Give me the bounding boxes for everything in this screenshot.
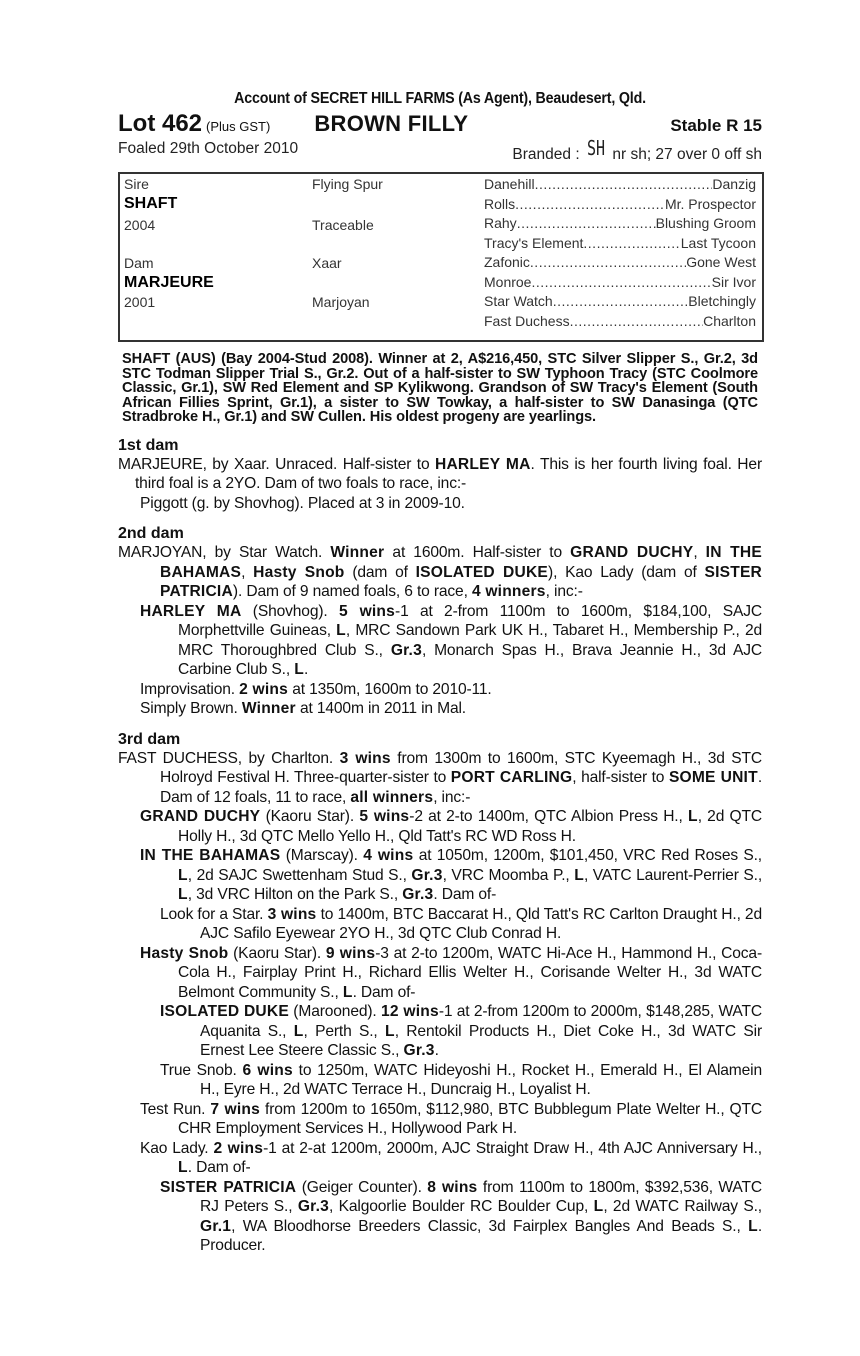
text: -1 at 2-from 1200m to 2000m, $148,285, WATC Aquanita S., [200,1003,763,1040]
dam-sire: Xaar [312,255,342,271]
ancestor-sire: Gone West [686,254,756,270]
ancestor-row [484,235,756,251]
ancestor-row [484,313,756,329]
bold-text: IN THE BAHAMAS [160,544,762,581]
bold-text: 7 wins [210,1100,261,1118]
bold-text: SISTER PATRICIA [160,1178,297,1196]
section-heading: 3rd dam [118,730,181,748]
text: (Kaoru Star). [228,944,326,962]
text: ). Dam of 9 named foals, 6 to race, [232,583,472,600]
ancestor-name: Rolls [484,195,516,212]
dam-section [118,437,762,514]
text: Test Run. [140,1100,211,1118]
sire-name: SHAFT [124,195,178,212]
ancestor-name: Rahy [484,215,517,231]
text: (Marscay). [280,847,364,864]
leader-dots [553,293,689,309]
text: , inc:- [545,583,583,600]
bold-text: Gr.3 [403,1042,435,1059]
text: . This is her fourth living foal. Her third foal is a 2YO. Dam of two foals to race, inc:- [135,455,762,492]
bold-text: 12 wins [380,1003,439,1020]
text: , inc:- [433,788,471,806]
bold-text: L [293,1022,304,1040]
leader-dots [515,196,665,212]
text: , WA Bloodhorse Breeders Classic, 3d Fairplex Bangles And Beads S., [231,1217,749,1235]
text: , Kalgoorlie Boulder RC Boulder Cup, [329,1198,594,1215]
sire-sire: Flying Spur [312,176,383,192]
text: (dam of [344,563,416,581]
produce-entry [118,1100,762,1139]
text: , Monarch Spas H., Brava Jeannie H., 3d AJC Carbine Club S., [178,641,762,678]
produce-entry [118,494,762,514]
produce-entry [118,699,762,719]
text: (Kaoru Star). [260,808,360,825]
bold-text: GRAND DUCHY [140,808,261,825]
text: Kao Lady. [140,1139,214,1157]
dam-dam: Marjoyan [312,294,370,310]
leader-dots [583,235,680,251]
ancestor-row [484,176,756,192]
bold-text: IN THE BAHAMAS [140,847,281,864]
text: at 1400m in 2011 in Mal. [295,700,466,717]
text: -1 at 2-at 1200m, 2000m, AJC Straight Draw H., 4th AJC Anniversary H., [263,1139,762,1157]
bold-text: 8 wins [427,1178,478,1196]
text: , MRC Sandown Park UK H., Tabaret H., Membership P., 2d MRC Thoroughbred Club S., [178,622,763,659]
dam-name: MARJEURE [124,274,214,291]
text: FAST DUCHESS, by Charlton. [118,749,340,767]
ancestor-row [484,254,756,270]
bold-text: Gr.3 [411,866,443,884]
text: Simply Brown. [140,700,242,717]
produce-entry [118,1061,762,1100]
produce-entry [118,807,762,846]
ancestor-name: Tracy's Element [484,234,584,251]
plus-gst: (Plus GST) [206,119,271,134]
bold-text: L [178,1159,188,1176]
produce-entry [118,944,762,1003]
ancestor-name: Danehill [484,176,535,192]
branded-label: Branded : [512,146,580,163]
text: from 1300m to 1600m, STC Kyeemagh H., 3d STC Holroyd Festival H. Three-quarter-sister to [160,749,762,786]
horse-title: BROWN FILLY [314,111,469,136]
text: , half-sister to [572,769,669,786]
sire-dam: Traceable [312,217,374,233]
produce-entry [118,680,762,700]
bold-text: 4 wins [363,847,414,864]
text: at 1350m, 1600m to 2010-11. [288,680,492,698]
bold-text: Gr.1 [200,1217,232,1235]
bold-text: Gr.3 [297,1198,329,1215]
bold-text: 6 wins [242,1061,293,1079]
leader-dots [531,274,711,290]
pedigree-table [118,172,764,342]
text: , 2d SAJC Swettenham Stud S., [187,866,412,884]
bold-text: SOME UNIT [668,769,758,786]
text: . [303,661,309,678]
brand-detail: nr sh; 27 over 0 off sh [612,146,762,163]
text: Piggott (g. by Shovhog). Placed at 3 in 2009-10. [140,494,465,512]
bold-text: all winners [350,788,434,806]
ancestor-sire: Charlton [703,312,756,329]
section-heading: 1st dam [118,436,179,454]
dam-section [118,731,762,1256]
text: , 2d WATC Railway S., [603,1198,762,1215]
bold-text: 3 wins [267,905,317,923]
leader-dots [517,215,656,231]
bold-text: L [294,661,304,678]
sire-label: Sire [124,176,149,192]
ancestor-name: Star Watch [484,293,553,309]
bold-text: 5 wins [338,602,396,620]
stable-location: Stable R 15 [670,116,762,135]
bold-text: Winner [241,700,296,717]
bold-text: 5 wins [359,808,410,825]
dam-label: Dam [124,255,154,271]
bold-text: L [385,1022,395,1040]
text: (Marooned). [288,1003,381,1020]
text: , 2d QTC Holly H., 3d QTC Mello Yello H., Qld Tatt's RC WD Ross H. [178,808,762,845]
text: from 1200m to 1650m, $112,980, BTC Bubblegum Plate Welter H., QTC CHR Employment Services H., Hollywood Park H. [178,1100,763,1137]
text: at 1050m, 1200m, $101,450, VRC Red Roses S., [413,847,762,864]
leader-dots [535,176,713,192]
text: True Snob. [160,1061,243,1079]
bold-text: ISOLATED DUKE [160,1003,289,1020]
dam-year: 2001 [124,294,156,310]
text: . Dam of- [187,1159,251,1176]
ancestor-row [484,196,756,212]
ancestor-sire: Sir Ivor [711,273,756,290]
bold-text: PORT CARLING [450,769,573,786]
bold-text: L [687,808,698,825]
text: , VATC Laurent-Perrier S., [583,866,763,884]
produce-entry [118,905,762,944]
bold-text: Gr.3 [402,886,434,903]
ancestor-name: Fast Duchess [484,312,570,329]
bold-text: HARLEY MA [140,602,242,620]
ancestor-name: Monroe [484,273,532,290]
produce-entry [118,455,762,494]
ancestor-sire: Mr. Prospector [664,195,756,212]
text: -1 at 2-from 1100m to 1600m, $184,100, SAJC Morphettville Guineas, [178,602,762,639]
ancestor-name: Zafonic [484,254,530,270]
bold-text: 2 wins [239,680,289,698]
produce-entry [118,543,762,602]
text: , Perth S., [303,1022,385,1040]
text: to 1250m, WATC Hideyoshi H., Rocket H., Emerald H., El Alamein H., Eyre H., 2d WATC Terrace H., Duncraig H., Loyalist H. [200,1061,762,1098]
text: , VRC Moomba P., [442,866,575,884]
bold-text: L [178,886,188,903]
text: from 1100m to 1800m, $392,536, WATC RJ Peters S., [200,1178,762,1215]
bold-text: 2 wins [213,1139,264,1157]
brand-mark: SH [586,136,606,160]
text: ), Kao Lady (dam of [548,563,705,581]
text: . Dam of- [352,983,416,1001]
text: -3 at 2-to 1200m, WATC Hi-Ace H., Hammond H., Coca-Cola H., Fairplay Print H., Richard Ellis Welter H., Corisande Welter H., 3d WATC Belmont Community S., [178,944,762,1001]
ancestor-sire: Bletchingly [688,293,756,309]
text: , [241,563,254,581]
produce-entry [118,749,762,808]
produce-entry [118,1178,762,1256]
text: . [434,1042,439,1059]
bold-text: L [748,1217,758,1235]
bold-text: HARLEY MA [435,455,531,473]
text: MARJOYAN, by Star Watch. [118,544,331,561]
lot-number: Lot 462 [118,110,203,137]
text: Look for a Star. [160,905,268,923]
ancestor-sire: Last Tycoon [680,234,756,251]
sire-summary: SHAFT (AUS) (Bay 2004-Stud 2008). Winner at 2, A$216,450, STC Silver Slipper S., Gr.2, 3d STC Todman Slipper Trial S., Gr.2. Out of a half-sister to SW Typhoon Tracy (STC Coolmore Classic, Gr.1), SW Red Element and SP Kylikwong. Grandson of SW Tracy's Element (South African Fillies Sprint, Gr.1), a sister to SW Towkay, a half-sister to SW Danasinga (QTC Stradbroke H., Gr.1) and SW Cullen. His oldest progeny are yearlings. [122,351,758,425]
produce-entry [118,602,762,680]
ancestor-row [484,215,756,231]
text: . Dam of- [433,886,497,903]
catalogue-page [118,90,762,1256]
bold-text: 3 wins [339,749,391,767]
ancestor-sire: Danzig [712,176,756,192]
bold-text: Gr.3 [390,641,422,659]
vendor-account: Account of SECRET HILL FARMS (As Agent), Beaudesert, Qld. [234,90,646,107]
text: . Dam of 12 foals, 11 to race, [160,769,762,806]
dam-section [118,525,762,719]
foaled-row [118,136,762,164]
branded-info [512,136,762,164]
dam-line [118,437,762,1256]
text: , Rentokil Products H., Diet Coke H., 3d WATC Sir Ernest Lee Steere Classic S., [200,1022,763,1059]
ancestor-row [484,274,756,290]
text: . Producer. [200,1217,762,1254]
text: at 1600m. Half-sister to [384,544,571,561]
bold-text: L [336,622,346,639]
text: , 3d VRC Hilton on the Park S., [187,886,403,903]
bold-text: 9 wins [325,944,376,962]
leader-dots [570,313,703,329]
sire-year: 2004 [124,217,156,233]
text: to 1400m, BTC Baccarat H., Qld Tatt's RC Carlton Draught H., 2d AJC Safilo Eyewear 2YO H., 3d QTC Club Conrad H. [200,905,762,942]
text: -2 at 2-to 1400m, QTC Albion Press H., [409,808,688,825]
lot-row [118,110,762,137]
bold-text: L [342,983,353,1001]
bold-text: L [593,1198,604,1215]
bold-text: 4 winners [471,583,546,600]
bold-text: L [178,866,188,884]
section-heading: 2nd dam [118,525,184,542]
bold-text: Hasty Snob [140,944,229,962]
bold-text: Hasty Snob [253,563,345,581]
text: MARJEURE, by Xaar. Unraced. Half-sister to [118,455,435,473]
bold-text: Winner [330,544,385,561]
ancestor-sire: Blushing Groom [655,215,756,231]
text: (Shovhog). [241,602,339,620]
produce-entry [118,846,762,905]
foaled-date: Foaled 29th October 2010 [118,140,299,157]
text: , [693,544,706,561]
text: Improvisation. [140,680,240,698]
leader-dots [530,254,686,270]
text: (Geiger Counter). [296,1178,428,1196]
produce-entry [118,1139,762,1178]
bold-text: SISTER PATRICIA [160,563,763,600]
produce-entry [118,1002,762,1061]
bold-text: ISOLATED DUKE [415,563,549,581]
ancestor-row [484,293,756,309]
bold-text: L [574,866,584,884]
bold-text: GRAND DUCHY [570,544,694,561]
